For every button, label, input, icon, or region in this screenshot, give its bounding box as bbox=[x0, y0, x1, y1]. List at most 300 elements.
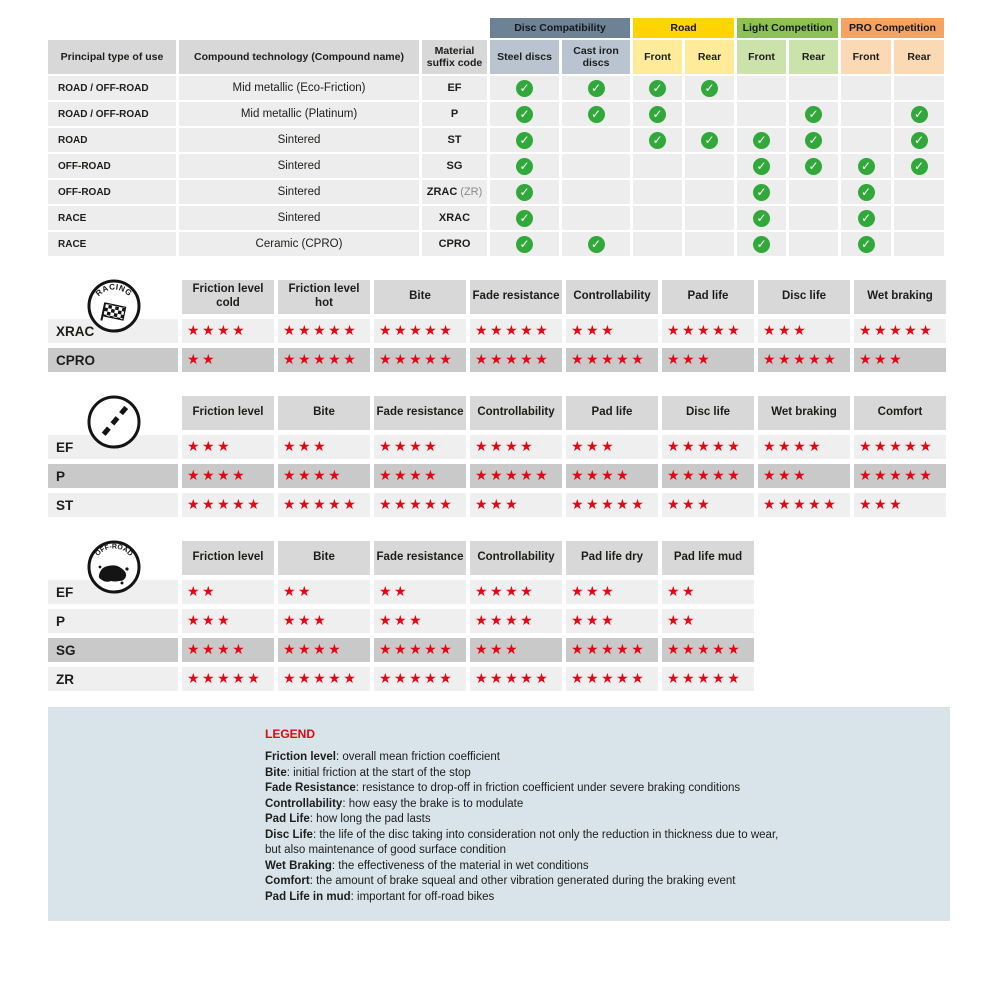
legend-line: Disc Life: the life of the disc taking into consideration not only the reduction in thickness due to wear, bbox=[265, 828, 779, 841]
section-road bbox=[48, 396, 1000, 517]
star-rating-5: ★★★★★ bbox=[859, 323, 935, 339]
star-rating-3: ★★★ bbox=[571, 584, 617, 600]
legend-line: Comfort: the amount of brake squeal and other vibration generated during the braking event bbox=[265, 875, 736, 887]
rating-cell bbox=[278, 464, 370, 488]
compat-check-cell bbox=[490, 128, 559, 152]
rating-row-label-cpro: CPRO bbox=[48, 348, 178, 372]
compat-use-xrac: RACE bbox=[48, 206, 176, 230]
check-icon: ✓ bbox=[805, 132, 822, 149]
compat-compound-st: Sintered bbox=[179, 128, 419, 152]
star-rating-3: ★★★ bbox=[379, 613, 425, 629]
check-icon: ✓ bbox=[858, 210, 875, 227]
compat-check-cell bbox=[490, 232, 559, 256]
star-rating-4: ★★★★ bbox=[475, 584, 536, 600]
check-icon: ✓ bbox=[516, 80, 533, 97]
rating-cell bbox=[662, 435, 754, 459]
star-rating-5: ★★★★★ bbox=[379, 352, 455, 368]
compat-empty-cell bbox=[894, 232, 944, 256]
legend-line: Fade Resistance: resistance to drop-off in friction coefficient under severe braking conditions bbox=[265, 782, 741, 794]
star-rating-5: ★★★★★ bbox=[571, 497, 647, 513]
check-icon: ✓ bbox=[805, 158, 822, 175]
star-rating-5: ★★★★★ bbox=[571, 671, 647, 687]
rating-row-label-sg: SG bbox=[48, 638, 178, 662]
star-rating-3: ★★★ bbox=[571, 439, 617, 455]
rating-cell bbox=[470, 435, 562, 459]
star-rating-5: ★★★★★ bbox=[187, 671, 263, 687]
compat-use-st: ROAD bbox=[48, 128, 176, 152]
star-rating-4: ★★★★ bbox=[475, 439, 536, 455]
rating-column-friction-level: Friction level bbox=[182, 541, 274, 575]
compat-check-cell bbox=[685, 76, 734, 100]
legend-line: Pad Life in mud: important for off-road bikes bbox=[265, 890, 495, 903]
compat-check-cell bbox=[737, 232, 786, 256]
group-header-disc-compatibility: Disc Compatibility bbox=[490, 18, 630, 38]
rating-cell bbox=[374, 580, 466, 604]
rating-cell bbox=[854, 348, 946, 372]
column-header-rear-10: Rear bbox=[894, 40, 944, 74]
compat-check-cell bbox=[894, 102, 944, 126]
check-icon: ✓ bbox=[516, 158, 533, 175]
rating-cell bbox=[374, 638, 466, 662]
compat-check-cell bbox=[789, 154, 838, 178]
road-rating-table bbox=[48, 396, 1000, 517]
star-rating-5: ★★★★★ bbox=[475, 468, 551, 484]
rating-cell bbox=[374, 319, 466, 343]
rating-cell bbox=[470, 319, 562, 343]
star-rating-2: ★★ bbox=[187, 352, 218, 368]
rating-cell bbox=[566, 319, 658, 343]
rating-row-label-ef: EF bbox=[48, 435, 178, 459]
star-rating-5: ★★★★★ bbox=[571, 352, 647, 368]
rating-column-disc-life: Disc life bbox=[758, 280, 850, 314]
racing-flag-icon bbox=[86, 278, 142, 334]
column-header-principal-type-of-use-0: Principal type of use bbox=[48, 40, 176, 74]
compat-empty-cell bbox=[894, 206, 944, 230]
star-rating-5: ★★★★★ bbox=[379, 671, 455, 687]
star-rating-4: ★★★★ bbox=[283, 642, 344, 658]
star-rating-5: ★★★★★ bbox=[379, 323, 455, 339]
rating-column-friction-level: Friction level bbox=[182, 396, 274, 430]
rating-cell bbox=[374, 348, 466, 372]
star-rating-3: ★★★ bbox=[859, 352, 905, 368]
rating-column-pad-life: Pad life bbox=[662, 280, 754, 314]
rating-cell bbox=[854, 493, 946, 517]
rating-column-bite: Bite bbox=[374, 280, 466, 314]
compat-empty-cell bbox=[894, 76, 944, 100]
rating-cell bbox=[182, 435, 274, 459]
legend-line: Controllability: how easy the brake is to modulate bbox=[265, 797, 524, 810]
rating-column-bite: Bite bbox=[278, 541, 370, 575]
star-rating-2: ★★ bbox=[667, 584, 698, 600]
star-rating-5: ★★★★★ bbox=[571, 642, 647, 658]
star-rating-3: ★★★ bbox=[475, 497, 521, 513]
compat-empty-cell bbox=[894, 180, 944, 204]
compat-compound-cpro: Ceramic (CPRO) bbox=[179, 232, 419, 256]
legend-panel bbox=[48, 707, 950, 921]
check-icon: ✓ bbox=[588, 236, 605, 253]
rating-column-pad-life: Pad life bbox=[566, 396, 658, 430]
rating-column-pad-life-dry: Pad life dry bbox=[566, 541, 658, 575]
rating-cell bbox=[662, 580, 754, 604]
rating-cell bbox=[470, 348, 562, 372]
check-icon: ✓ bbox=[753, 184, 770, 201]
rating-cell bbox=[182, 609, 274, 633]
check-icon: ✓ bbox=[649, 132, 666, 149]
star-rating-3: ★★★ bbox=[667, 352, 713, 368]
rating-row-label-zr: ZR bbox=[48, 667, 178, 691]
rating-cell bbox=[182, 464, 274, 488]
compat-check-cell bbox=[633, 76, 682, 100]
compat-empty-cell bbox=[633, 232, 682, 256]
rating-cell bbox=[470, 493, 562, 517]
compat-check-cell bbox=[737, 180, 786, 204]
rating-column-fade-resistance: Fade resistance bbox=[470, 280, 562, 314]
group-header-spacer bbox=[48, 18, 487, 38]
star-rating-3: ★★★ bbox=[187, 613, 233, 629]
check-icon: ✓ bbox=[516, 184, 533, 201]
compat-empty-cell bbox=[562, 180, 630, 204]
rating-column-wet-braking: Wet braking bbox=[854, 280, 946, 314]
check-icon: ✓ bbox=[588, 106, 605, 123]
rating-cell bbox=[566, 667, 658, 691]
star-rating-4: ★★★★ bbox=[763, 439, 824, 455]
compat-check-cell bbox=[894, 154, 944, 178]
check-icon: ✓ bbox=[516, 210, 533, 227]
column-header-cast-iron-discs-4: Cast iron discs bbox=[562, 40, 630, 74]
compat-empty-cell bbox=[562, 128, 630, 152]
section-racing bbox=[48, 280, 1000, 372]
rating-cell bbox=[566, 348, 658, 372]
check-icon: ✓ bbox=[805, 106, 822, 123]
compat-code-ef: EF bbox=[422, 76, 487, 100]
rating-cell bbox=[182, 667, 274, 691]
star-rating-5: ★★★★★ bbox=[187, 497, 263, 513]
rating-cell bbox=[374, 609, 466, 633]
star-rating-5: ★★★★★ bbox=[283, 323, 359, 339]
compat-use-sg: OFF-ROAD bbox=[48, 154, 176, 178]
rating-cell bbox=[662, 348, 754, 372]
rating-cell bbox=[278, 348, 370, 372]
compat-compound-ef: Mid metallic (Eco-Friction) bbox=[179, 76, 419, 100]
rating-cell bbox=[278, 638, 370, 662]
rating-cell bbox=[662, 319, 754, 343]
compat-use-ef: ROAD / OFF-ROAD bbox=[48, 76, 176, 100]
compat-empty-cell bbox=[685, 154, 734, 178]
star-rating-5: ★★★★★ bbox=[475, 671, 551, 687]
compat-check-cell bbox=[685, 128, 734, 152]
check-icon: ✓ bbox=[753, 132, 770, 149]
star-rating-2: ★★ bbox=[283, 584, 314, 600]
rating-cell bbox=[278, 319, 370, 343]
star-rating-5: ★★★★★ bbox=[763, 497, 839, 513]
rating-cell bbox=[182, 580, 274, 604]
star-rating-5: ★★★★★ bbox=[283, 671, 359, 687]
rating-cell bbox=[470, 580, 562, 604]
rating-cell bbox=[566, 609, 658, 633]
rating-column-pad-life-mud: Pad life mud bbox=[662, 541, 754, 575]
compat-empty-cell bbox=[789, 206, 838, 230]
star-rating-5: ★★★★★ bbox=[667, 439, 743, 455]
column-header-rear-6: Rear bbox=[685, 40, 734, 74]
column-header-steel-discs-3: Steel discs bbox=[490, 40, 559, 74]
compat-table bbox=[48, 18, 944, 256]
rating-column-friction-level-hot: Friction level hot bbox=[278, 280, 370, 314]
rating-row-label-xrac: XRAC bbox=[48, 319, 178, 343]
star-rating-4: ★★★★ bbox=[379, 439, 440, 455]
rating-cell bbox=[758, 464, 850, 488]
rating-cell bbox=[374, 493, 466, 517]
compat-use-cpro: RACE bbox=[48, 232, 176, 256]
compat-empty-cell bbox=[685, 206, 734, 230]
compat-code-xrac: XRAC bbox=[422, 206, 487, 230]
compat-check-cell bbox=[841, 154, 891, 178]
star-rating-4: ★★★★ bbox=[475, 613, 536, 629]
compat-check-cell bbox=[841, 206, 891, 230]
compat-check-cell bbox=[789, 102, 838, 126]
rating-column-controllability: Controllability bbox=[566, 280, 658, 314]
check-icon: ✓ bbox=[649, 80, 666, 97]
star-rating-5: ★★★★★ bbox=[379, 642, 455, 658]
compat-compound-xrac: Sintered bbox=[179, 206, 419, 230]
rating-cell bbox=[278, 435, 370, 459]
rating-cell bbox=[470, 667, 562, 691]
compat-check-cell bbox=[562, 232, 630, 256]
rating-row-label-p: P bbox=[48, 464, 178, 488]
compat-code-p: P bbox=[422, 102, 487, 126]
compat-check-cell bbox=[490, 180, 559, 204]
compat-check-cell bbox=[841, 232, 891, 256]
rating-column-fade-resistance: Fade resistance bbox=[374, 396, 466, 430]
rating-column-disc-life: Disc life bbox=[662, 396, 754, 430]
rating-cell bbox=[854, 464, 946, 488]
compat-empty-cell bbox=[633, 180, 682, 204]
rating-cell bbox=[758, 493, 850, 517]
compat-compound-zrac: Sintered bbox=[179, 180, 419, 204]
compat-code-zrac: ZRAC (ZR) bbox=[422, 180, 487, 204]
rating-cell bbox=[470, 464, 562, 488]
column-header-material-suffix-code-2: Material suffix code bbox=[422, 40, 487, 74]
rating-cell bbox=[374, 464, 466, 488]
check-icon: ✓ bbox=[858, 184, 875, 201]
group-header-pro-competition: PRO Competition bbox=[841, 18, 944, 38]
compat-code-sg: SG bbox=[422, 154, 487, 178]
star-rating-3: ★★★ bbox=[667, 497, 713, 513]
rating-cell bbox=[662, 667, 754, 691]
compat-empty-cell bbox=[685, 102, 734, 126]
rating-cell bbox=[566, 638, 658, 662]
star-rating-4: ★★★★ bbox=[187, 323, 248, 339]
rating-cell bbox=[278, 580, 370, 604]
compat-compound-p: Mid metallic (Platinum) bbox=[179, 102, 419, 126]
compat-empty-cell bbox=[841, 76, 891, 100]
star-rating-3: ★★★ bbox=[187, 439, 233, 455]
rating-column-fade-resistance: Fade resistance bbox=[374, 541, 466, 575]
compat-check-cell bbox=[490, 206, 559, 230]
star-rating-5: ★★★★★ bbox=[763, 352, 839, 368]
rating-column-wet-braking: Wet braking bbox=[758, 396, 850, 430]
rating-cell bbox=[662, 609, 754, 633]
compat-check-cell bbox=[490, 76, 559, 100]
rating-cell bbox=[182, 493, 274, 517]
star-rating-2: ★★ bbox=[187, 584, 218, 600]
check-icon: ✓ bbox=[911, 132, 928, 149]
star-rating-5: ★★★★★ bbox=[475, 323, 551, 339]
rating-cell bbox=[854, 319, 946, 343]
rating-row-label-p: P bbox=[48, 609, 178, 633]
compat-empty-cell bbox=[633, 206, 682, 230]
compat-check-cell bbox=[490, 154, 559, 178]
rating-cell bbox=[182, 348, 274, 372]
check-icon: ✓ bbox=[911, 158, 928, 175]
compat-empty-cell bbox=[737, 102, 786, 126]
racing-icon-label: RACING bbox=[93, 282, 134, 299]
check-icon: ✓ bbox=[911, 106, 928, 123]
star-rating-3: ★★★ bbox=[475, 642, 521, 658]
compat-empty-cell bbox=[789, 76, 838, 100]
star-rating-3: ★★★ bbox=[763, 468, 809, 484]
offroad-icon-label: OFF-ROAD bbox=[94, 543, 134, 558]
legend-line: Bite: initial friction at the start of the stop bbox=[265, 766, 471, 779]
compat-check-cell bbox=[562, 102, 630, 126]
rating-row-label-ef: EF bbox=[48, 580, 178, 604]
legend-lines bbox=[265, 750, 920, 905]
check-icon: ✓ bbox=[516, 132, 533, 149]
check-icon: ✓ bbox=[701, 132, 718, 149]
rating-cell bbox=[566, 435, 658, 459]
compat-check-cell bbox=[633, 102, 682, 126]
star-rating-5: ★★★★★ bbox=[379, 497, 455, 513]
rating-cell bbox=[278, 667, 370, 691]
legend-title: LEGEND bbox=[265, 727, 316, 741]
group-header-road: Road bbox=[633, 18, 734, 38]
check-icon: ✓ bbox=[649, 106, 666, 123]
check-icon: ✓ bbox=[701, 80, 718, 97]
compat-check-cell bbox=[737, 206, 786, 230]
compat-empty-cell bbox=[685, 180, 734, 204]
star-rating-5: ★★★★★ bbox=[475, 352, 551, 368]
star-rating-5: ★★★★★ bbox=[667, 642, 743, 658]
rating-cell bbox=[854, 435, 946, 459]
compat-code-st: ST bbox=[422, 128, 487, 152]
rating-cell bbox=[374, 435, 466, 459]
rating-cell bbox=[758, 319, 850, 343]
star-rating-4: ★★★★ bbox=[187, 642, 248, 658]
check-icon: ✓ bbox=[753, 158, 770, 175]
compat-code-note: (ZR) bbox=[460, 186, 483, 198]
legend-line: Friction level: overall mean friction coefficient bbox=[265, 751, 500, 763]
rating-column-friction-level-cold: Friction level cold bbox=[182, 280, 274, 314]
compat-empty-cell bbox=[737, 76, 786, 100]
offroad-rating-table bbox=[48, 541, 1000, 691]
rating-cell bbox=[182, 319, 274, 343]
compat-check-cell bbox=[789, 128, 838, 152]
star-rating-2: ★★ bbox=[379, 584, 410, 600]
compat-check-cell bbox=[490, 102, 559, 126]
compat-check-cell bbox=[841, 180, 891, 204]
rating-cell bbox=[566, 464, 658, 488]
star-rating-3: ★★★ bbox=[571, 323, 617, 339]
star-rating-5: ★★★★★ bbox=[667, 671, 743, 687]
racing-rating-table bbox=[48, 280, 1000, 372]
legend-line: Wet Braking: the effectiveness of the material in wet conditions bbox=[265, 859, 589, 872]
rating-row-label-st: ST bbox=[48, 493, 178, 517]
rating-cell bbox=[278, 493, 370, 517]
section-offroad bbox=[48, 541, 1000, 691]
star-rating-3: ★★★ bbox=[283, 613, 329, 629]
compat-empty-cell bbox=[789, 180, 838, 204]
group-header-light-competition: Light Competition bbox=[737, 18, 838, 38]
rating-cell bbox=[662, 493, 754, 517]
check-icon: ✓ bbox=[588, 80, 605, 97]
check-icon: ✓ bbox=[858, 236, 875, 253]
star-rating-4: ★★★★ bbox=[379, 468, 440, 484]
rating-column-comfort: Comfort bbox=[854, 396, 946, 430]
rating-cell bbox=[470, 609, 562, 633]
rating-cell bbox=[758, 348, 850, 372]
compat-check-cell bbox=[737, 128, 786, 152]
compat-check-cell bbox=[894, 128, 944, 152]
star-rating-4: ★★★★ bbox=[283, 468, 344, 484]
compat-use-zrac: OFF-ROAD bbox=[48, 180, 176, 204]
legend-line: but also maintenance of good surface condition bbox=[265, 844, 507, 856]
rating-column-controllability: Controllability bbox=[470, 396, 562, 430]
star-rating-3: ★★★ bbox=[859, 497, 905, 513]
rating-cell bbox=[566, 580, 658, 604]
compat-code-cpro: CPRO bbox=[422, 232, 487, 256]
star-rating-3: ★★★ bbox=[571, 613, 617, 629]
rating-cell bbox=[566, 493, 658, 517]
star-rating-4: ★★★★ bbox=[571, 468, 632, 484]
star-rating-3: ★★★ bbox=[763, 323, 809, 339]
compat-check-cell bbox=[633, 128, 682, 152]
star-rating-5: ★★★★★ bbox=[667, 468, 743, 484]
check-icon: ✓ bbox=[516, 106, 533, 123]
column-header-front-9: Front bbox=[841, 40, 891, 74]
compat-empty-cell bbox=[789, 232, 838, 256]
check-icon: ✓ bbox=[516, 236, 533, 253]
compat-use-p: ROAD / OFF-ROAD bbox=[48, 102, 176, 126]
compat-check-cell bbox=[562, 76, 630, 100]
rating-cell bbox=[662, 638, 754, 662]
road-icon bbox=[86, 394, 142, 450]
compat-compound-sg: Sintered bbox=[179, 154, 419, 178]
star-rating-5: ★★★★★ bbox=[283, 497, 359, 513]
star-rating-5: ★★★★★ bbox=[859, 468, 935, 484]
rating-cell bbox=[278, 609, 370, 633]
star-rating-5: ★★★★★ bbox=[859, 439, 935, 455]
column-header-compound-technology-compound-name-1: Compound technology (Compound name) bbox=[179, 40, 419, 74]
column-header-front-7: Front bbox=[737, 40, 786, 74]
rating-cell bbox=[662, 464, 754, 488]
compat-empty-cell bbox=[633, 154, 682, 178]
star-rating-5: ★★★★★ bbox=[283, 352, 359, 368]
check-icon: ✓ bbox=[753, 236, 770, 253]
rating-cell bbox=[470, 638, 562, 662]
star-rating-2: ★★ bbox=[667, 613, 698, 629]
star-rating-4: ★★★★ bbox=[187, 468, 248, 484]
rating-cell bbox=[374, 667, 466, 691]
column-header-rear-8: Rear bbox=[789, 40, 838, 74]
compat-empty-cell bbox=[841, 128, 891, 152]
compat-empty-cell bbox=[562, 206, 630, 230]
rating-cell bbox=[182, 638, 274, 662]
rating-cell bbox=[758, 435, 850, 459]
compat-check-cell bbox=[737, 154, 786, 178]
rating-column-controllability: Controllability bbox=[470, 541, 562, 575]
compat-empty-cell bbox=[685, 232, 734, 256]
legend-line: Pad Life: how long the pad lasts bbox=[265, 813, 431, 825]
column-header-front-5: Front bbox=[633, 40, 682, 74]
